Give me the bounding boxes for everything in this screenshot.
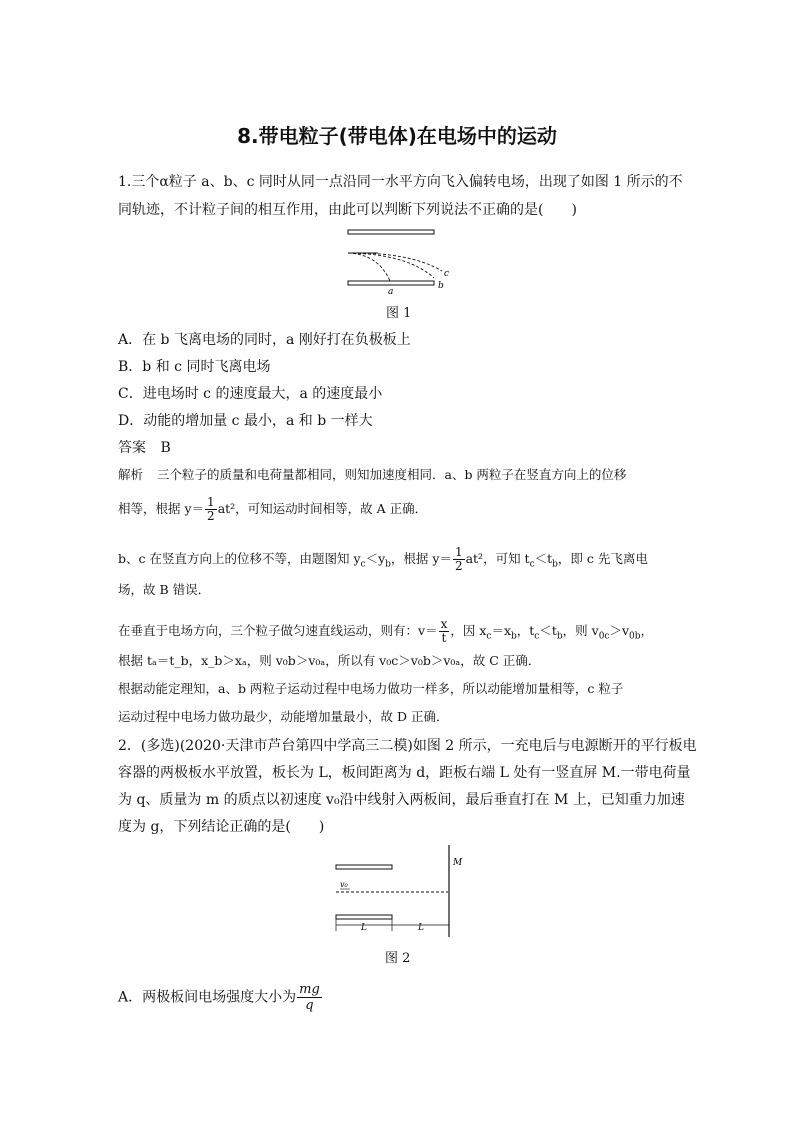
fraction-half: $\frac{1}{2}$ — [207, 495, 215, 523]
answer-label: 答案 — [118, 440, 146, 456]
trajectory-b — [348, 253, 434, 278]
upper-plate — [336, 865, 392, 869]
fraction-x-over-t: $\frac{x}{t}$ — [440, 617, 448, 645]
page-title: 8.带电粒子(带电体)在电场中的运动 — [237, 124, 557, 148]
q1-option-a: A．在 b 飞离电场的同时，a 刚好打在负极板上 — [118, 332, 411, 348]
upper-plate — [348, 230, 434, 234]
trajectory-a — [348, 253, 390, 281]
q1-option-b: B．b 和 c 同时飞离电场 — [118, 359, 271, 375]
q1-stem-line2: 同轨迹，不计粒子间的相互作用，由此可以判断下列说法不正确的是( ) — [118, 202, 577, 218]
analysis-line4: 场，故 B 错误． — [118, 582, 211, 597]
label-M: M — [453, 858, 463, 868]
label-a: a — [388, 287, 394, 296]
q2-stem-line3: 为 q、质量为 m 的质点以初速度 v₀沿中线射入两板间，最后垂直打在 M 上，已知重力加速 — [118, 792, 685, 808]
q2-stem-line4: 度为 g，下列结论正确的是( ) — [118, 819, 325, 835]
q2-figure — [330, 843, 470, 939]
label-L1: L — [361, 923, 367, 933]
analysis-line6: 根据 tₐ＝t_b，x_b＞xₐ，则 v₀b＞v₀ₐ，所以有 v₀c＞v₀b＞v₀ₐ，故 C 正确． — [118, 653, 541, 668]
analysis-line5: 在垂直于电场方向，三个粒子做匀速直线运动，则有：v＝ $\frac{x}{t}$ ，因 $x_c=x_b$，$t_c<t_b$，则 $v_{0c}>v_{0b}$， — [118, 617, 654, 645]
q1-stem-line1: 1.三个α粒子 a、b、c 同时从同一点沿同一水平方向飞入偏转电场，出现了如图 1 所示的不 — [118, 174, 683, 190]
fraction-mg-over-q: $\frac{mg}{q}$ — [299, 982, 320, 1013]
label-b: b — [438, 281, 444, 291]
q1-figure — [338, 226, 458, 296]
trajectory-c — [348, 253, 442, 271]
analysis-line1: 解析 三个粒子的质量和电荷量都相同，则知加速度相同．a、b 两粒子在竖直方向上的位移 — [118, 467, 627, 482]
q1-figure-caption: 图 1 — [386, 306, 412, 321]
analysis-line3: b、c 在竖直方向上的位移不等，由题图知 $y_c<y_b$，根据 y＝ $\frac{1}{2}$ at²，可知 $t_c<t_b$，即 c 先飞离电 — [118, 545, 648, 573]
lower-plate — [336, 915, 392, 919]
q2-option-a: A．两极板间电场强度大小为 $\frac{mg}{q}$ — [118, 982, 320, 1013]
q1-option-c: C．进电场时 c 的速度最大，a 的速度最小 — [118, 386, 383, 402]
q1-answer — [118, 438, 171, 458]
analysis-line2: 相等，根据 y＝ $\frac{1}{2}$ at²，可知运动时间相等，故 A 正确． — [118, 495, 428, 523]
q1-option-d: D．动能的增加量 c 最小，a 和 b 一样大 — [118, 413, 373, 429]
lower-plate — [348, 281, 434, 285]
label-c: c — [444, 269, 450, 279]
answer-value: B — [160, 440, 171, 456]
analysis-line8: 运动过程中电场力做功最少，动能增加量最小，故 D 正确． — [118, 709, 449, 724]
label-v0: v₀ — [340, 880, 348, 889]
q2-figure-caption: 图 2 — [385, 951, 411, 966]
analysis-label: 解析 — [118, 467, 144, 482]
analysis-line7: 根据动能定理知，a、b 两粒子运动过程中电场力做功一样多，所以动能增加量相等，c 粒子 — [118, 681, 624, 696]
q2-stem-line2: 容器的两极板水平放置，板长为 L，板间距离为 d，距板右端 L 处有一竖直屏 M.一带电荷量 — [118, 765, 691, 781]
q2-stem-line1: 2．(多选)(2020·天津市芦台第四中学高三二模)如图 2 所示，一充电后与电源断开的平行板电 — [118, 738, 697, 754]
fraction-half-2: $\frac{1}{2}$ — [454, 545, 463, 573]
label-L2: L — [418, 923, 424, 933]
